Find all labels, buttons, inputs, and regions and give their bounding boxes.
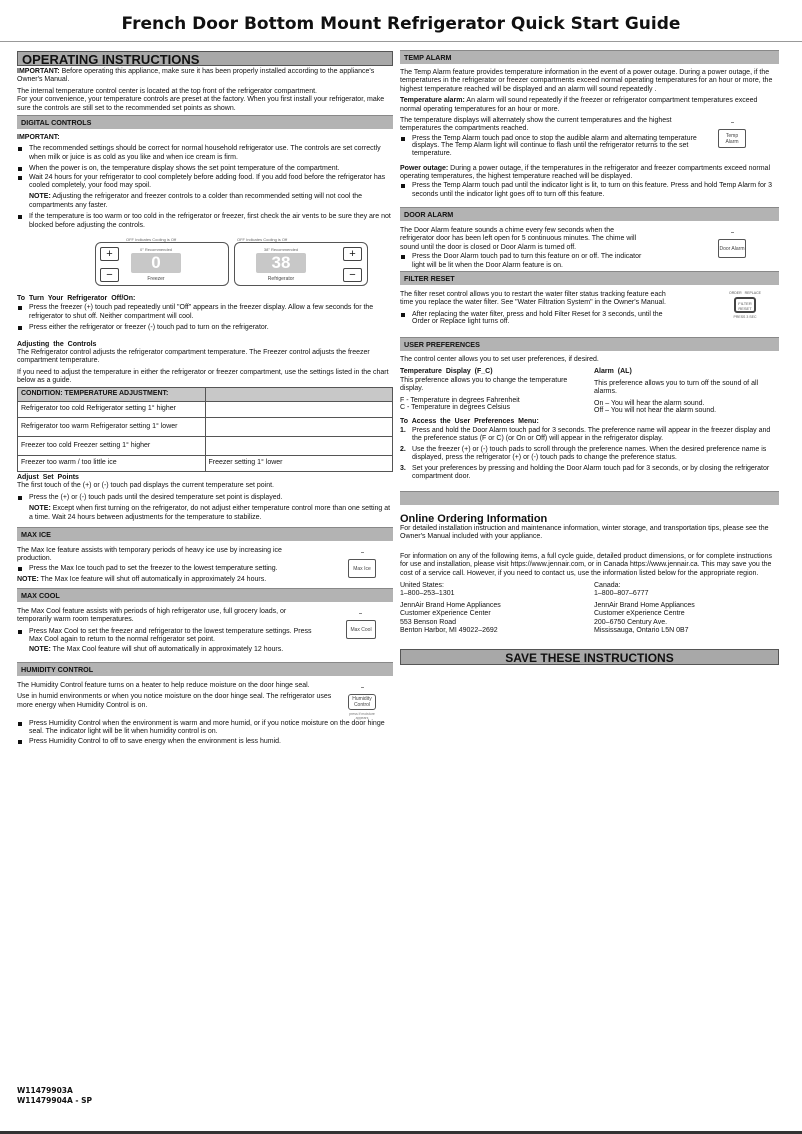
freezer-control: OFF Indicates Cooling is Off + − 0° Recommended 0 Freezer	[95, 242, 229, 286]
humidity-control-touch-pad: Humidity Control	[348, 694, 376, 710]
table-row: Freezer too cold Freezer setting 1° higher	[18, 437, 393, 456]
us-contact: United States: 1–800–253–1301 JennAir Brand Home Appliances Customer eXperience Center 553 Benson Road Benton Harbor, MI 49022–2692	[400, 582, 501, 635]
door-alarm-touch-pad: Door Alarm	[718, 239, 746, 258]
turn-off-on-section: To Turn Your Refrigerator Off/On: Press the freezer (+) touch pad repeatedly until "Off" appears in the freezer display. Allow a few seconds for the refrigerator to shut off. Neither compartment will cool. Press either the refrigerator or freezer (-) touch pad to turn on the refrigerator. Adjusting the Controls The Refrigerator control adjusts the refrigerator compartment temperature. The Freezer control adjusts the freezer compartment temperature. If you need to adjust the temperature in either the refrigerator or freezer compartment, use the settings listed in the chart below as a guide.	[17, 295, 393, 389]
section-header: DIGITAL CONTROLS	[17, 115, 393, 129]
temp-alarm-section: TEMP ALARM The Temp Alarm feature provides temperature information in the event of a power outage. During a power outage, if the temperatures in the refrigerator or freezer compartments exceed normal operating temperatures for an hour or more, the highest temperature reached will be displayed and an alarm will sound repeatedly . Temperature alarm: An alarm will sound repeatedly if the freezer or refrigerator compartment temperatures exceed normal operating temperatures for an hour or more. The temperature displays will alternately show the current temperatures and the highest temperatures the compartments reached. Press the Temp Alarm touch pad once to stop the audible alarm and alternating temperature displays. The Temp Alarm light will continue to flash until the refrigerator returns to the set temperature. Temp Alarm Power outage: During a power outage, if the temperatures in the refrigerator and freezer compartments exceed normal operating temperatures, the highest temperature reached will be displayed. Press the Temp Alarm touch pad until the indicator light is lit, to turn on this feature. Press and hold Temp Alarm for 3 seconds until the indicator light goes off to turn off this feature.	[400, 50, 779, 202]
set-points-section: Adjust Set Points The first touch of the (+) or (-) touch pad displays the current temperature set point. Press the (+) or (-) touch pads until the desired temperature set point is displayed. NOTE: Except when first turning on the refrigerator, do not adjust either temperature control more than one setting at a time. Wait 24 hours between adjustments for the temperature to stabilize.	[17, 474, 393, 525]
temperature-adjustment-table: CONDITION: TEMPERATURE ADJUSTMENT: Refrigerator too cold Refrigerator setting 1° higher Refrigerator too warm Refrigerator setting 1° lower Freezer too cold Freezer setting 1° higher Freezer too warm / too little ice Freezer setting 1° lower	[17, 387, 393, 472]
digital-controls-section: DIGITAL CONTROLS IMPORTANT: The recommended settings should be correct for normal household refrigerator use. The controls are set correctly when milk or juice is as cold as you like and when ice cream is firm. When the power is on, the temperature display shows the set point temperature of the compartment. Wait 24 hours for your refrigerator to cool completely before adding food. If you add food before the refrigerator has cooled completely, your food may spoil. NOTE: Adjusting the refrigerator and freezer controls to a colder than recommended setting will not cool the compartments any faster. If the temperature is too warm or too cold in the refrigerator or freezer, first check the air vents to be sure they are not blocked before adjusting the controls.	[17, 115, 393, 233]
filter-reset-touch-pad: FILTER RESET	[734, 297, 756, 313]
section-header: OPERATING INSTRUCTIONS	[17, 51, 393, 66]
max-ice-touch-pad: Max Ice	[348, 559, 376, 578]
document-title: French Door Bottom Mount Refrigerator Quick Start Guide	[121, 14, 681, 34]
max-cool-section: MAX COOL The Max Cool feature assists with periods of high refrigerator use, full grocery loads, or temporarily warm room temperatures. Press Max Cool to set the freezer and refrigerator to the lowest temperature settings. Press Max Cool again to return to the normal refrigerator set point. NOTE: The Max Cool feature will shut off automatically in approximately 12 hours. Max Cool	[17, 588, 393, 657]
refrigerator-plus-button[interactable]: +	[343, 247, 362, 261]
freezer-plus-button[interactable]: +	[100, 247, 119, 261]
save-instructions-banner: SAVE THESE INSTRUCTIONS	[400, 649, 779, 667]
control-panel-illustration	[17, 235, 393, 290]
table-row: Refrigerator too cold Refrigerator setting 1° higher	[18, 402, 393, 418]
blank-bar	[400, 491, 779, 505]
refrigerator-minus-button[interactable]: −	[343, 268, 362, 282]
divider	[0, 41, 802, 42]
refrigerator-display: 38	[256, 253, 306, 273]
humidity-control-section: HUMIDITY CONTROL The Humidity Control feature turns on a heater to help reduce moisture on the door hinge seal. Use in humid environments or when you notice moisture on the door hinge seal. The refrigerator uses more energy when Humidity Control is on. Humidity Control press if moisture appears Press Humidity Control when the environment is warm and more humid, or if you notice moisture on the door hinge seal. The indicator light will be lit when humidity control is on. Press Humidity Control to off to save energy when the environment is less humid.	[17, 662, 393, 749]
document-codes: W11479903A W11479904A - SP	[17, 1086, 93, 1105]
freezer-display: 0	[131, 253, 181, 273]
refrigerator-control: OFF Indicates Cooling is Off 38° Recommended 38 Refrigerator + −	[234, 242, 368, 286]
max-ice-section: MAX ICE The Max Ice feature assists with temporary periods of heavy ice use by increasing ice production. Press the Max Ice touch pad to set the freezer to the lowest temperature setting. NOTE: The Max Ice feature will shut off automatically in approximately 24 hours. Max Ice	[17, 527, 393, 588]
table-row: Refrigerator too warm Refrigerator setting 1° lower	[18, 418, 393, 437]
freezer-minus-button[interactable]: −	[100, 268, 119, 282]
temp-alarm-touch-pad: Temp Alarm	[718, 129, 746, 148]
filter-reset-section: FILTER RESET The filter reset control allows you to restart the water filter status tracking feature each time you replace the water filter. See "Water Filtration System" in the Owner's Manual. After replacing the water filter, press and hold Filter Reset for 3 seconds, until the Order or Replace light turns off. ORDER REPLACE FILTER RESET PRESS 3 SEC	[400, 271, 779, 329]
user-preferences-section: USER PREFERENCES The control center allows you to set user preferences, if desired. Temperature Display (F_C) This preference allows you to change the temperature display. F - Temperature in degrees Fahrenheit C - Temperature in degrees Celsius Alarm (AL) This preference allows you to turn off the sound of all alarms. On – You will hear the alarm sound. Off – You will not hear the alarm sound. To Access the User Preferences Menu: 1. Press and hold the Door Alarm touch pad for 3 seconds. The preference name will appear in the freezer display and the preference status (F or C) (or On or Off) will appear in the refrigerator display. 2. Use the freezer (+) or (-) touch pads to scroll through the preference names. When the desired preference name is displayed, press the refrigerator (+) or (-) touch pads to change the preference status. 3. Set your preferences by pressing and holding the Door Alarm touch pad for 3 seconds, or by closing the refrigerator compartment door.	[400, 337, 779, 483]
online-ordering-section: Online Ordering Information For detailed installation instruction and maintenance information, winter storage, and transportation tips, please see the Owner's Manual included with your appliance. For information on any of the following items, a full cycle guide, detailed product dimensions, or for complete instructions for use and installation, please visit https://www.jennair.com, or in Canada https://www.jennair.ca. This may save you the cost of a service call. However, if you need to contact us, use the information listed below for the appropriate region. United States: 1–800–253–1301 JennAir Brand Home Appliances Customer eXperience Center 553 Benson Road Benton Harbor, MI 49022–2692 Canada: 1–800–807–6777 JennAir Brand Home Appliances Customer eXperience Centre 200–6750 Century Ave. Mississauga, Ontario L5N 0B7	[400, 491, 779, 638]
operating-section: OPERATING INSTRUCTIONS IMPORTANT: Before operating this appliance, make sure it has been properly installed according to the appliance's Owner's Manual. The internal temperature control center is located at the top front of the refrigerator compartment. For your convenience, your temperature controls are preset at the factory. When you first install your refrigerator, make sure the controls are still set to the recommended set points as shown.	[17, 51, 393, 116]
table-row: Freezer too warm / too little ice Freezer setting 1° lower	[18, 456, 393, 472]
door-alarm-section: DOOR ALARM The Door Alarm feature sounds a chime every few seconds when the refrigerator door has been left open for 5 continuous minutes. The chime will sound until the door is closed or Door Alarm is turned off. Press the Door Alarm touch pad to turn this feature on or off. The indicator light will be lit when the Door Alarm feature is on. Door Alarm	[400, 207, 779, 273]
max-cool-touch-pad: Max Cool	[346, 620, 376, 639]
canada-contact: Canada: 1–800–807–6777 JennAir Brand Home Appliances Customer eXperience Centre 200–6750 Century Ave. Mississauga, Ontario L5N 0B7	[594, 582, 695, 635]
